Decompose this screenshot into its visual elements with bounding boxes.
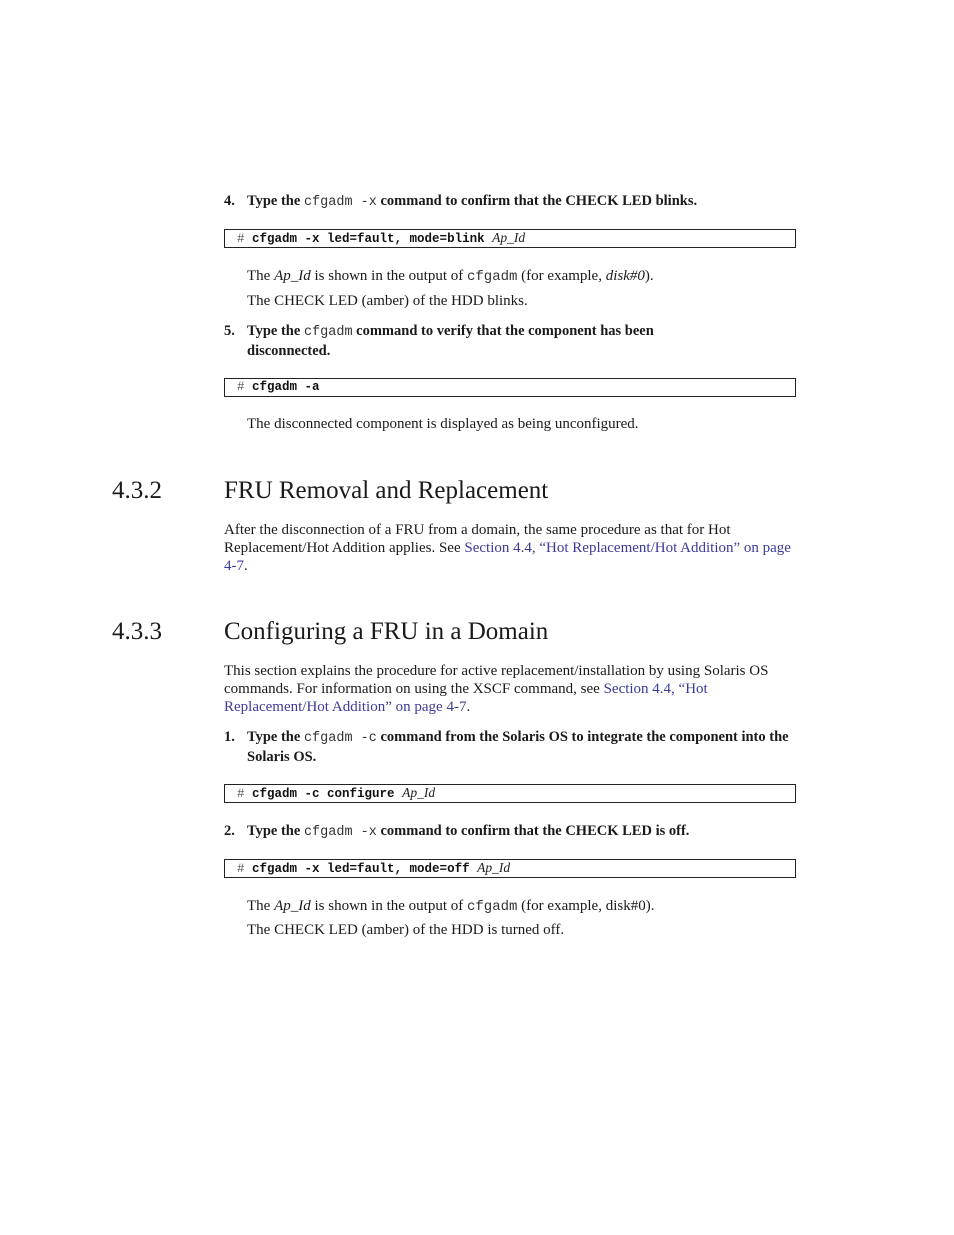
paragraph: After the disconnection of a FRU from a domain, the same procedure as that for Hot Replacement/Hot Addition applies. See Section 4.4, “Hot Replacement/Hot Addition” on page 4-7.	[224, 522, 791, 574]
code-block: # cfgadm -a	[224, 378, 796, 397]
step-1: 1. Type the cfgadm -c command from the Solaris OS to integrate the component into the Solaris OS.	[224, 729, 789, 765]
inline-code: cfgadm	[303, 325, 353, 340]
command-arg: Ap_Id	[477, 860, 511, 875]
command-arg: Ap_Id	[402, 785, 436, 800]
cross-reference-link[interactable]: Section 4.4, “Hot Replacement/Hot Addition” on page 4-7	[224, 540, 791, 574]
code-block: # cfgadm -x led=fault, mode=off Ap_Id	[224, 859, 796, 878]
step-number: 5.	[224, 323, 235, 339]
step-4: 4. Type the cfgadm -x command to confirm that the CHECK LED blinks.	[224, 193, 698, 210]
paragraph: The CHECK LED (amber) of the HDD is turned off.	[247, 922, 565, 938]
step-number: 4.	[224, 193, 235, 209]
paragraph: This section explains the procedure for active replacement/installation by using Solaris OS commands. For information on using the XSCF command, see Section 4.4, “Hot Replacement/Hot Addition” on page 4-7.	[224, 663, 769, 715]
step-2: 2. Type the cfgadm -x command to confirm that the CHECK LED is off.	[224, 823, 690, 840]
code-block: # cfgadm -c configure Ap_Id	[224, 784, 796, 803]
inline-code: cfgadm -c	[303, 731, 377, 746]
command-text: cfgadm -x led=fault, mode=off	[252, 862, 470, 876]
paragraph: The Ap_Id is shown in the output of cfgadm (for example, disk#0).	[247, 268, 654, 285]
section-number: 4.3.2	[112, 477, 162, 504]
command-text: cfgadm -a	[252, 380, 320, 394]
paragraph: The CHECK LED (amber) of the HDD blinks.	[247, 293, 528, 309]
section-title: FRU Removal and Replacement	[224, 477, 549, 504]
paragraph: The disconnected component is displayed as being unconfigured.	[247, 416, 639, 432]
command-text: cfgadm -x led=fault, mode=blink	[252, 232, 485, 246]
cross-reference-link[interactable]: Section 4.4, “Hot Replacement/Hot Addition” on page 4-7	[224, 681, 708, 715]
step-number: 2.	[224, 823, 235, 839]
command-text: cfgadm -c configure	[252, 787, 395, 801]
step-5: 5. Type the cfgadm command to verify that the component has been disconnected.	[224, 323, 654, 359]
inline-code: cfgadm -x	[303, 195, 377, 210]
step-number: 1.	[224, 729, 235, 745]
section-number: 4.3.3	[112, 618, 162, 645]
code-block: # cfgadm -x led=fault, mode=blink Ap_Id	[224, 229, 796, 248]
section-title: Configuring a FRU in a Domain	[224, 618, 549, 645]
command-arg: Ap_Id	[492, 230, 526, 245]
paragraph: The Ap_Id is shown in the output of cfgadm (for example, disk#0).	[247, 898, 655, 915]
inline-code: cfgadm -x	[303, 825, 377, 840]
